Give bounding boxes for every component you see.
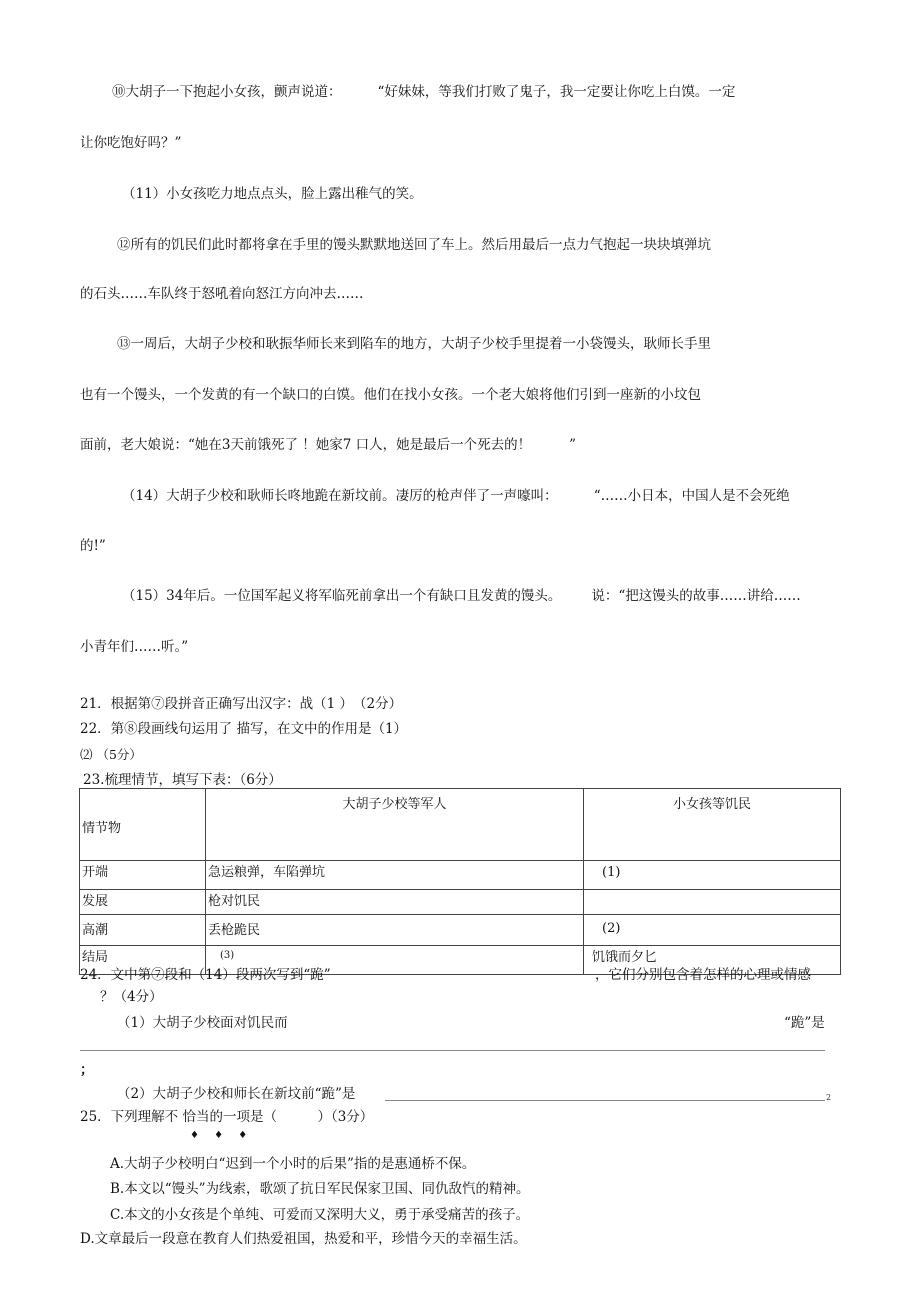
option-c: C.本文的小女孩是个单纯、可爱而又深明大义，勇于承受痛苦的孩子。 (110, 1207, 530, 1223)
question-25: 25．下列理解不 恰当的一项是（ ）（3分） (80, 1109, 374, 1125)
option-a: A.大胡子少校明白“迟到一个小时的后果”指的是惠通桥不保。 (110, 1156, 476, 1172)
answer-line-1 (80, 1050, 825, 1051)
paragraph-10-line-1 (112, 83, 735, 101)
paragraph-10-line-2: 让你吃饱好吗？” (80, 135, 182, 151)
p15-part-a: （15）34年后。一位国军起义将军临死前拿出一个有缺口且发黄的馒头。 (122, 588, 562, 604)
emphasis-marks: ♦ ♦ ♦ (190, 1130, 254, 1141)
paragraph-12-line-1: ⑫所有的饥民们此时都将拿在手里的馒头默默地送回了车上。然后用最后一点力气抱起一块块填弹坑 (117, 237, 711, 253)
paragraph-13-line-2: 也有一个馒头，一个发黄的有一个缺口的白馍。他们在找小女孩。一个老大娘将他们引到一座新的小坟包 (80, 387, 701, 403)
soldiers-cell: (3) (206, 946, 584, 975)
header-cell-soldiers: 大胡子少校等军人 (206, 789, 584, 861)
question-21: 21．根据第⑦段拼音正确写出汉字：战（1 ） （2分） (80, 696, 403, 712)
civilians-cell: (2) (584, 915, 841, 946)
question-22-line-2: ⑵ （5分） (80, 747, 142, 762)
soldiers-cell: 急运粮弹，车陷弹坑 (206, 861, 584, 890)
option-d: D.文章最后一段意在教育人们热爱祖国，热爱和平，珍惜今天的幸福生活。 (80, 1231, 527, 1247)
question-24-line-1b: ，它们分别包含着怎样的心理或情感 (595, 967, 811, 983)
table-row (80, 915, 841, 946)
question-24-sub-2: （2）大胡子少校和师长在新坟前“跪”是 (117, 1086, 356, 1102)
p15-part-b: 说：“把这馒头的故事……讲给…… (591, 588, 801, 604)
soldiers-cell: 枪对饥民 (206, 890, 584, 915)
table-row (80, 890, 841, 915)
paragraph-15-line-1 (122, 587, 801, 605)
header-cell-civilians: 小女孩等饥民 (584, 789, 841, 861)
table-header-row (80, 789, 841, 861)
stage-cell: 高潮 (80, 915, 206, 946)
paragraph-12-line-2: 的石头……车队终于怒吼着向怒江方向冲去…… (80, 286, 364, 302)
p10-part-a: ⑩大胡子一下抱起小女孩，颤声说道： (112, 84, 342, 100)
civilians-cell: (1) (584, 861, 841, 890)
p13-part-a: 面前，老大娘说：“她在3天前饿死了 ！她家7 口人，她是最后一个死去的！ (80, 437, 532, 453)
stage-cell: 发展 (80, 890, 206, 915)
header-label: 情节物 (82, 821, 122, 836)
plot-table (79, 788, 841, 975)
question-24-sub-1a: （1）大胡子少校面对饥民而 (117, 1015, 288, 1031)
paragraph-15-line-2: 小青年们……听。” (80, 639, 189, 655)
p14-part-a: （14）大胡子少校和耿师长咚地跪在新坟前。凄厉的枪声伴了一声嚎叫： (122, 488, 558, 504)
question-24-sub-1b: “跪”是 (784, 1015, 825, 1031)
soldiers-cell: 丢枪跪民 (206, 915, 584, 946)
paragraph-13-line-3 (80, 436, 576, 454)
paragraph-11: （11）小女孩吃力地点点头，脸上露出稚气的笑。 (122, 186, 423, 202)
civilians-cell (584, 890, 841, 915)
question-24-line-1a: 24．文中第⑦段和（14）段两次写到“跪” (80, 967, 331, 983)
paragraph-13-line-1: ⑬一周后，大胡子少校和耿振华师长来到陷车的地方，大胡子少校手里提着一小袋馒头，耿师长手里 (117, 336, 711, 352)
question-22-line-1: 22．第⑧段画线句运用了 描写，在文中的作用是（1） (80, 721, 408, 737)
semicolon: ； (80, 1062, 94, 1078)
question-24-line-2: ？（4分） (100, 989, 163, 1005)
answer-line-2 (385, 1100, 825, 1101)
question-23: 23.梳理情节，填写下表：（6分） (83, 772, 282, 788)
stage-cell: 结局 (80, 946, 206, 975)
civilians-cell: 饥饿而夕匕 (584, 946, 841, 975)
p10-part-b: “好妹妹，等我们打败了鬼子，我一定要让你吃上白馍。一定 (377, 84, 736, 100)
paragraph-14-line-1 (122, 487, 790, 505)
page-number: 2 (826, 1093, 832, 1102)
stage-cell: 开端 (80, 861, 206, 890)
p14-part-b: “……小日本，中国人是不会死绝 (593, 488, 790, 504)
option-b: B.本文以“馒头”为线索，歌颂了抗日军民保家卫国、同仇敌忾的精神。 (110, 1181, 530, 1197)
table-row (80, 861, 841, 890)
paragraph-14-line-2: 的!” (80, 538, 106, 554)
p13-part-b: ” (569, 437, 577, 453)
header-cell-label (80, 789, 206, 861)
